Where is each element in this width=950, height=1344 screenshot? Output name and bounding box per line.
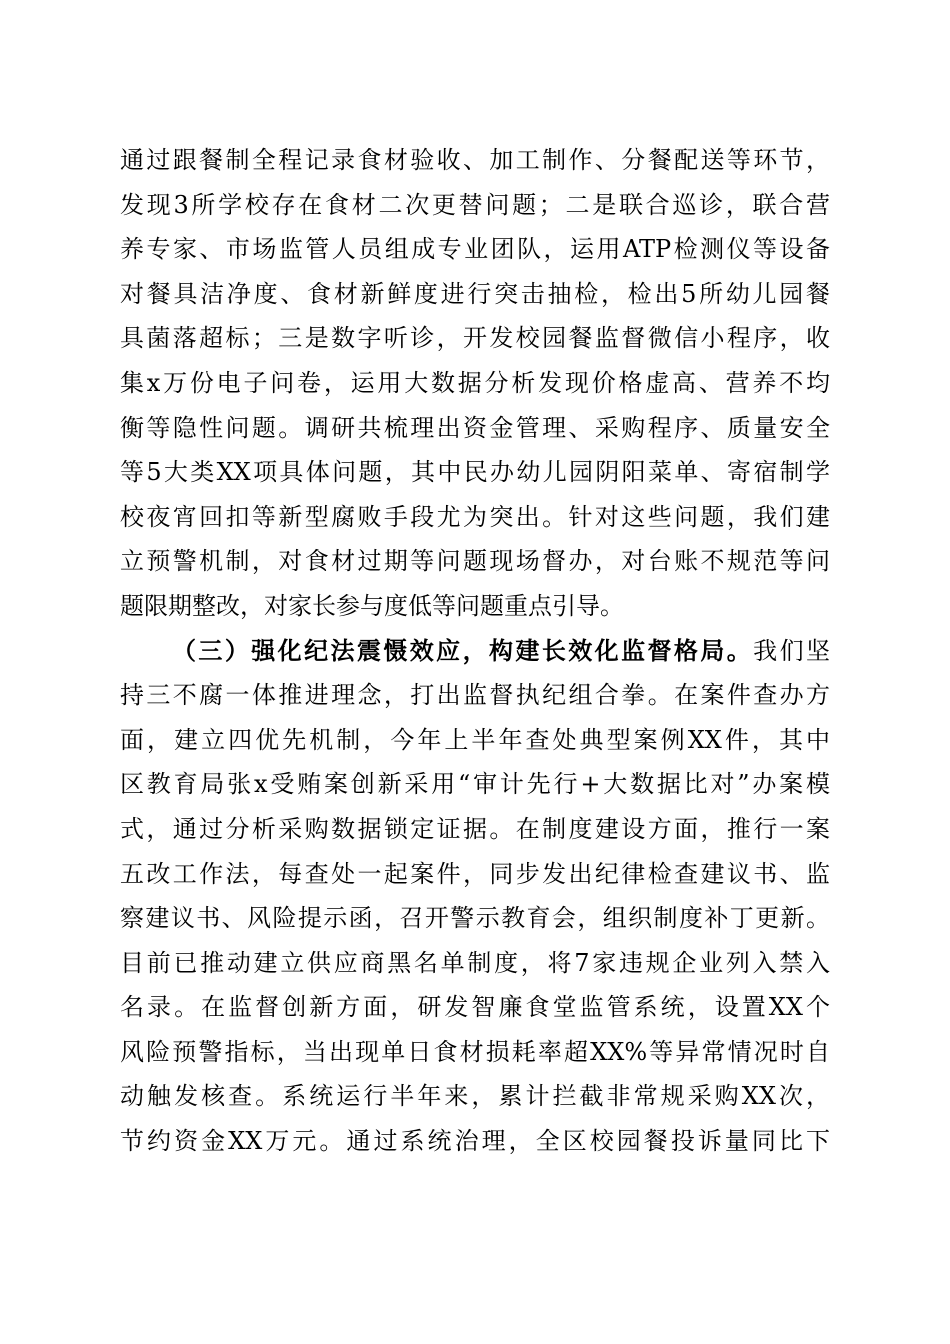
text-line: 立预警机制，对食材过期等问题现场督办，对台账不规范等问 (120, 547, 830, 576)
text-line: 节约资金XX万元。通过系统治理，全区校园餐投诉量同比下 (120, 1127, 830, 1156)
text-line: 衡等隐性问题。调研共梳理出资金管理、采购程序、质量安全 (120, 413, 830, 442)
paragraph-first-line (120, 629, 830, 674)
paragraph-2 (120, 629, 830, 1164)
text-line: 发现3所学校存在食材二次更替问题；二是联合巡诊，联合营 (120, 190, 830, 219)
text-line: 目前已推动建立供应商黑名单制度，将7家违规企业列入禁入 (120, 948, 830, 977)
text-line: 区教育局张x受贿案创新采用“审计先行+大数据比对”办案模 (120, 770, 830, 799)
text-line: 对餐具洁净度、食材新鲜度进行突击抽检，检出5所幼儿园餐 (120, 279, 830, 308)
text-line: 风险预警指标，当出现单日食材损耗率超XX%等异常情况时自 (120, 1037, 830, 1066)
text-line: 校夜宵回扣等新型腐败手段尤为突出。针对这些问题，我们建 (120, 502, 830, 531)
text-line: 持三不腐一体推进理念，打出监督执纪组合拳。在案件查办方 (120, 681, 830, 710)
text-line: 察建议书、风险提示函，召开警示教育会，组织制度补丁更新。 (120, 904, 830, 933)
text-line: 具菌落超标；三是数字听诊，开发校园餐监督微信小程序，收 (120, 324, 830, 353)
text-line: 养专家、市场监管人员组成专业团队，运用ATP检测仪等设备 (120, 235, 830, 264)
text-line: 集x万份电子问卷，运用大数据分析发现价格虚高、营养不均 (120, 368, 830, 397)
text-line: 五改工作法，每查处一起案件，同步发出纪律检查建议书、监 (120, 859, 830, 888)
paragraph-1 (120, 138, 830, 629)
document-body (120, 138, 830, 1164)
text-line: 名录。在监督创新方面，研发智廉食堂监管系统，设置XX个 (120, 993, 830, 1022)
text-line: 动触发核查。系统运行半年来，累计拦截非常规采购XX次， (120, 1082, 830, 1111)
text-line: 面，建立四优先机制，今年上半年查处典型案例XX件，其中 (120, 725, 830, 754)
heading-continuation: 我们坚 (753, 636, 831, 665)
text-line: 题限期整改，对家长参与度低等问题重点引导。 (120, 591, 624, 620)
text-line: 等5大类XX项具体问题，其中民办幼儿园阴阳菜单、寄宿制学 (120, 458, 830, 487)
text-line: 通过跟餐制全程记录食材验收、加工制作、分餐配送等环节， (120, 146, 830, 174)
section-heading: （三）强化纪法震慑效应，构建长效化监督格局。 (172, 635, 754, 665)
text-line: 式，通过分析采购数据锁定证据。在制度建设方面，推行一案 (120, 814, 830, 843)
